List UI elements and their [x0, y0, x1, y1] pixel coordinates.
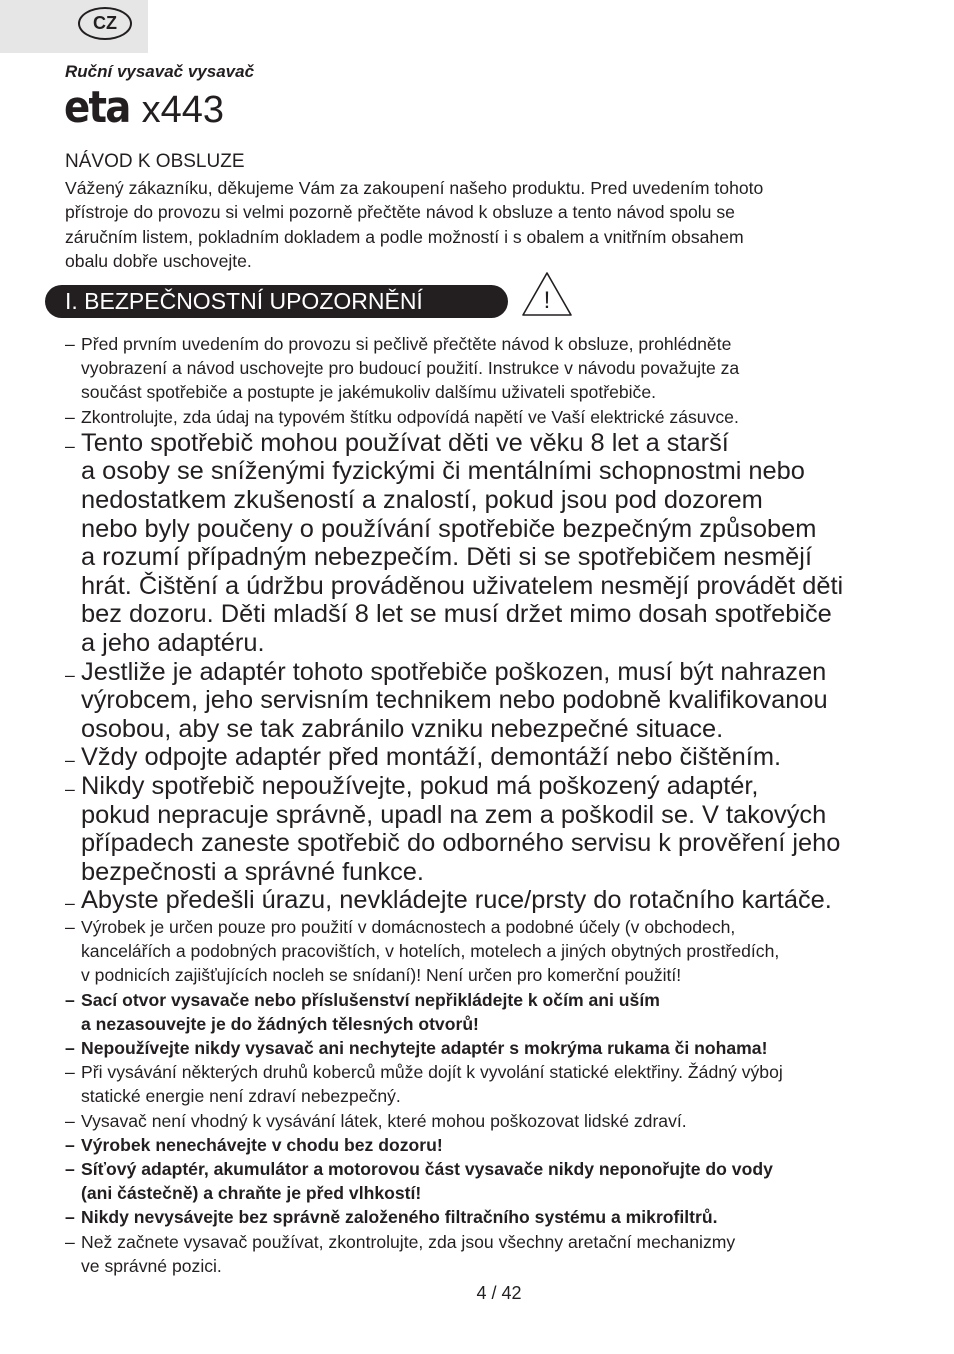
list-item [65, 915, 925, 988]
list-dash: – [65, 1110, 75, 1131]
list-item-line: bezpečnosti a správné funkce. [81, 857, 424, 886]
product-type: Ruční vysavač vysavač [65, 62, 255, 81]
list-item-line: Vysavač není vhodný k vysávání látek, které mohou poškozovat lidské zdraví. [81, 1110, 687, 1131]
list-item [65, 1133, 925, 1157]
list-item-line: Vždy odpojte adaptér před montáží, demontáží nebo čištěním. [81, 743, 782, 772]
warning-triangle-icon [520, 270, 574, 318]
language-badge: CZ [78, 7, 132, 40]
list-item-line: vyobrazení a návod uschovejte pro budoucí použití. Instrukce v návodu považujte za [81, 358, 740, 379]
list-dash: – [65, 1231, 75, 1252]
list-dash: – [65, 1207, 75, 1228]
list-dash: – [65, 989, 75, 1010]
list-item [65, 1230, 925, 1278]
list-dash: – [65, 893, 75, 914]
list-dash: – [65, 778, 75, 799]
list-item [65, 1157, 925, 1205]
page-number: 4 / 42 [476, 1283, 522, 1303]
list-item-line: a nezasouvejte je do žádných tělesných otvorů! [81, 1013, 479, 1034]
list-item [65, 988, 925, 1036]
list-item-line: nebo byly poučeny o používání spotřebiče bezpečným způsobem [81, 514, 817, 543]
list-item-line: Při vysávání některých druhů koberců může dojít k vyvolání statické elektřiny. Žádný výboj [81, 1062, 783, 1083]
list-item-line: (ani částečně) a chraňte je před vlhkostí! [81, 1183, 422, 1204]
list-dash: – [65, 1037, 75, 1058]
list-item [65, 886, 925, 915]
intro-paragraph [65, 176, 915, 273]
list-item [65, 1109, 925, 1133]
list-item [65, 658, 925, 744]
list-item-line: Než začnete vysavač používat, zkontrolujte, zda jsou všechny aretační mechanizmy [81, 1231, 736, 1252]
list-item-line: ve správné pozici. [81, 1255, 222, 1276]
list-item-line: Síťový adaptér, akumulátor a motorovou část vysavače nikdy neponořujte do vody [81, 1158, 773, 1179]
list-item-line: a jeho adaptéru. [81, 628, 265, 657]
list-item-line: Sací otvor vysavače nebo příslušenství nepřikládejte k očím ani uším [81, 989, 660, 1010]
list-item-line: Před prvním uvedením do provozu si pečlivě přečtěte návod k obsluze, prohlédněte [81, 334, 732, 354]
list-item-line: Abyste předešli úrazu, nevkládejte ruce/prsty do rotačního kartáče. [81, 886, 832, 915]
list-item [65, 1060, 925, 1108]
list-item-line: pokud nepracuje správně, upadl na zem a poškodil se. V takových [81, 800, 827, 829]
list-dash: – [65, 664, 75, 685]
list-item-line: a rozumí případným nebezpečím. Děti si se spotřebičem nesmějí [81, 543, 812, 572]
list-item [65, 429, 925, 658]
section-heading: I. BEZPEČNOSTNÍ UPOZORNĚNÍ [45, 285, 508, 318]
list-item-line: nedostatkem zkušeností a znalostí, pokud jsou pod dozorem [81, 486, 763, 514]
list-item-line: Tento spotřebič mohou používat děti ve věku 8 let a starší [81, 428, 729, 457]
list-item [65, 1036, 925, 1060]
language-tab [0, 0, 148, 53]
list-item [65, 405, 925, 429]
list-item-line: hrát. Čištění a údržbu prováděnou uživatelem nesmějí provádět děti [81, 571, 844, 600]
warning-mark: ! [543, 287, 551, 314]
list-item-line: součást spotřebiče a postupte je jakémukoliv dalšímu uživateli spotřebiče. [81, 382, 657, 403]
brand-logo: eta [64, 82, 130, 133]
list-item-line: Nepoužívejte nikdy vysavač ani nechytejte adaptér s mokrýma rukama či nohama! [81, 1037, 768, 1058]
list-dash: – [65, 1062, 75, 1083]
list-item-line: Zkontrolujte, zda údaj na typovém štítku odpovídá napětí ve Vaší elektrické zásuvce. [81, 406, 739, 427]
intro-line: přístroje do provozu si velmi pozorně přečtěte návod k obsluze a tento návod spolu se [65, 202, 735, 223]
list-dash: – [65, 750, 75, 771]
list-dash: – [65, 916, 75, 937]
list-item [65, 772, 925, 886]
list-dash: – [65, 1158, 75, 1179]
list-item-line: Jestliže je adaptér tohoto spotřebiče poškozen, musí být nahrazen [81, 657, 827, 686]
list-dash: – [65, 1134, 75, 1155]
list-item-line: případech zaneste spotřebič do odborného servisu k prověření jeho [81, 829, 841, 858]
safety-list [65, 332, 925, 1278]
list-item-line: Výrobek nenechávejte v chodu bez dozoru! [81, 1134, 443, 1155]
list-item-line: a osoby se sníženými fyzickými či mentálními schopnostmi nebo [81, 457, 805, 486]
list-item-line: Nikdy spotřebič nepoužívejte, pokud má poškozený adaptér, [81, 771, 759, 800]
list-item [65, 332, 925, 405]
intro-line: obalu dobře uschovejte. [65, 250, 252, 271]
list-dash: – [65, 334, 75, 354]
manual-title: NÁVOD K OBSLUZE [65, 151, 245, 172]
list-item-line: bez dozoru. Děti mladší 8 let se musí držet mimo dosah spotřebiče [81, 600, 832, 629]
list-item-line: osobou, aby se tak zabránilo vzniku nebezpečné situace. [81, 714, 724, 743]
list-item-line: Výrobek je určen pouze pro použití v domácnostech a podobné účely (v obchodech, [81, 916, 736, 937]
intro-line: záručním listem, pokladním dokladem a podle možností i s obalem a vnitřním obsahem [65, 226, 744, 247]
list-item [65, 743, 925, 772]
list-item-line: Nikdy nevysávejte bez správně založeného filtračního systému a mikrofiltrů. [81, 1207, 718, 1228]
list-dash: – [65, 435, 75, 456]
intro-line: Vážený zákazníku, děkujeme Vám za zakoupení našeho produktu. Pred uvedením tohoto [65, 178, 764, 198]
list-item [65, 1205, 925, 1229]
list-item-line: kancelářích a podobných pracovištích, v hotelích, motelech a jiných obytných prostředích, [81, 941, 780, 962]
list-item-line: statické energie není zdraví nebezpečný. [81, 1086, 401, 1107]
list-item-line: výrobcem, jeho servisním technikem nebo podobně kvalifikovanou [81, 686, 828, 715]
model-name: x443 [141, 89, 224, 131]
list-item-line: v podnicích zajišťujících nocleh se snídaní)! Není určen pro komerční použití! [81, 965, 682, 986]
list-dash: – [65, 406, 75, 427]
brand-row [64, 82, 224, 140]
